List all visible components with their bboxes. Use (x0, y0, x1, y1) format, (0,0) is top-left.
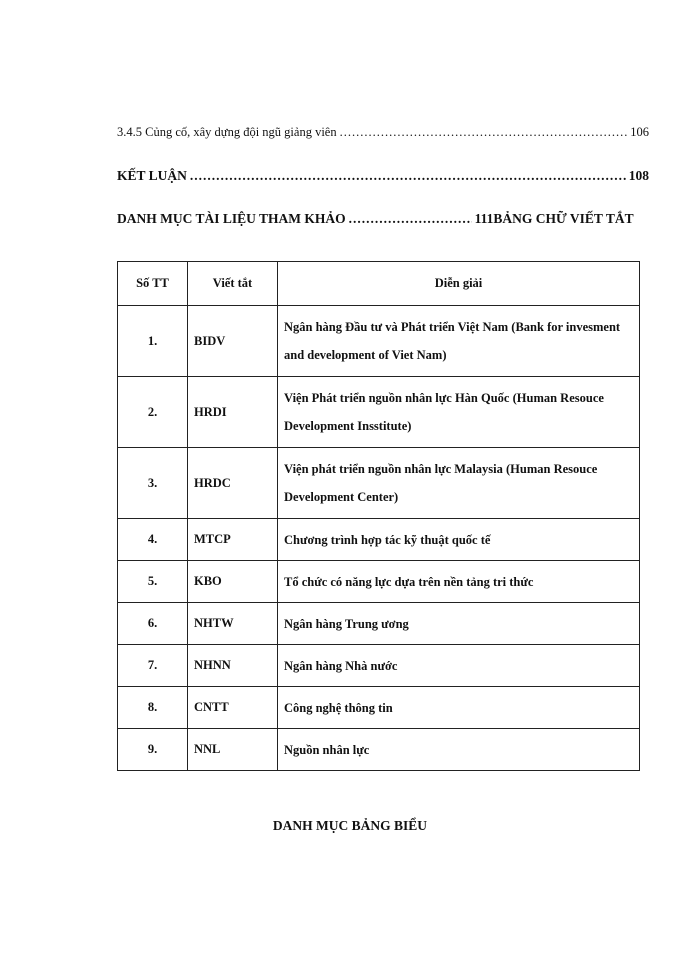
abbreviation-list-heading: BẢNG CHỮ VIẾT TẮT (493, 211, 634, 226)
row-no: 7. (118, 645, 188, 687)
table-row (118, 603, 640, 645)
table-row (118, 561, 640, 603)
row-abbr: KBO (188, 561, 278, 603)
header-desc: Diễn giải (278, 262, 640, 306)
row-desc: Chương trình hợp tác kỹ thuật quốc tế (278, 519, 640, 561)
toc-entry-page: 106 (630, 125, 649, 139)
row-no: 9. (118, 729, 188, 771)
row-abbr: NHNN (188, 645, 278, 687)
row-abbr: HRDC (188, 448, 278, 519)
toc-entry-title: DANH MỤC TÀI LIỆU THAM KHẢO (117, 211, 346, 226)
toc-leader-dots (190, 168, 626, 184)
table-row (118, 729, 640, 771)
row-desc: Tổ chức có năng lực dựa trên nền tảng tri thức (278, 561, 640, 603)
table-row (118, 306, 640, 377)
toc-leader-dots (349, 211, 472, 227)
table-list-heading: DANH MỤC BẢNG BIỂU (272, 818, 428, 833)
toc-entry-page: 111 (474, 211, 494, 226)
toc-leader-dots (340, 125, 628, 140)
row-desc: Viện phát triển nguồn nhân lực Malaysia (Human Resouce Development Center) (278, 448, 640, 519)
table-row (118, 519, 640, 561)
row-abbr: NNL (188, 729, 278, 771)
toc-entry-title: KẾT LUẬN (117, 168, 187, 183)
row-abbr: NHTW (188, 603, 278, 645)
table-header-row (118, 262, 640, 306)
row-desc: Công nghệ thông tin (278, 687, 640, 729)
header-abbr: Viết tắt (188, 262, 278, 306)
row-abbr: MTCP (188, 519, 278, 561)
row-desc: Ngân hàng Trung ương (278, 603, 640, 645)
toc-entry-title: 3.4.5 Củng cố, xây dựng đội ngũ giảng viên (117, 125, 337, 139)
row-no: 8. (118, 687, 188, 729)
row-desc: Nguồn nhân lực (278, 729, 640, 771)
row-no: 5. (118, 561, 188, 603)
row-no: 3. (118, 448, 188, 519)
row-no: 2. (118, 377, 188, 448)
row-abbr: BIDV (188, 306, 278, 377)
abbreviation-table (117, 261, 640, 771)
header-no: Số TT (118, 262, 188, 306)
row-no: 4. (118, 519, 188, 561)
table-row (118, 645, 640, 687)
toc-entry-ket-luan[interactable] (117, 168, 649, 184)
row-no: 1. (118, 306, 188, 377)
row-desc: Ngân hàng Đầu tư và Phát triển Việt Nam (Bank for invesment and development of Viet Nam) (278, 306, 640, 377)
table-row (118, 377, 640, 448)
toc-entry-page: 108 (628, 168, 649, 183)
toc-entry-tai-lieu[interactable] (117, 211, 649, 227)
row-desc: Ngân hàng Nhà nước (278, 645, 640, 687)
table-row (118, 687, 640, 729)
toc-entry-3-4-5[interactable] (117, 125, 649, 140)
row-abbr: CNTT (188, 687, 278, 729)
row-desc: Viện Phát triển nguồn nhân lực Hàn Quốc (Human Resouce Development Insstitute) (278, 377, 640, 448)
table-row (118, 448, 640, 519)
row-no: 6. (118, 603, 188, 645)
row-abbr: HRDI (188, 377, 278, 448)
